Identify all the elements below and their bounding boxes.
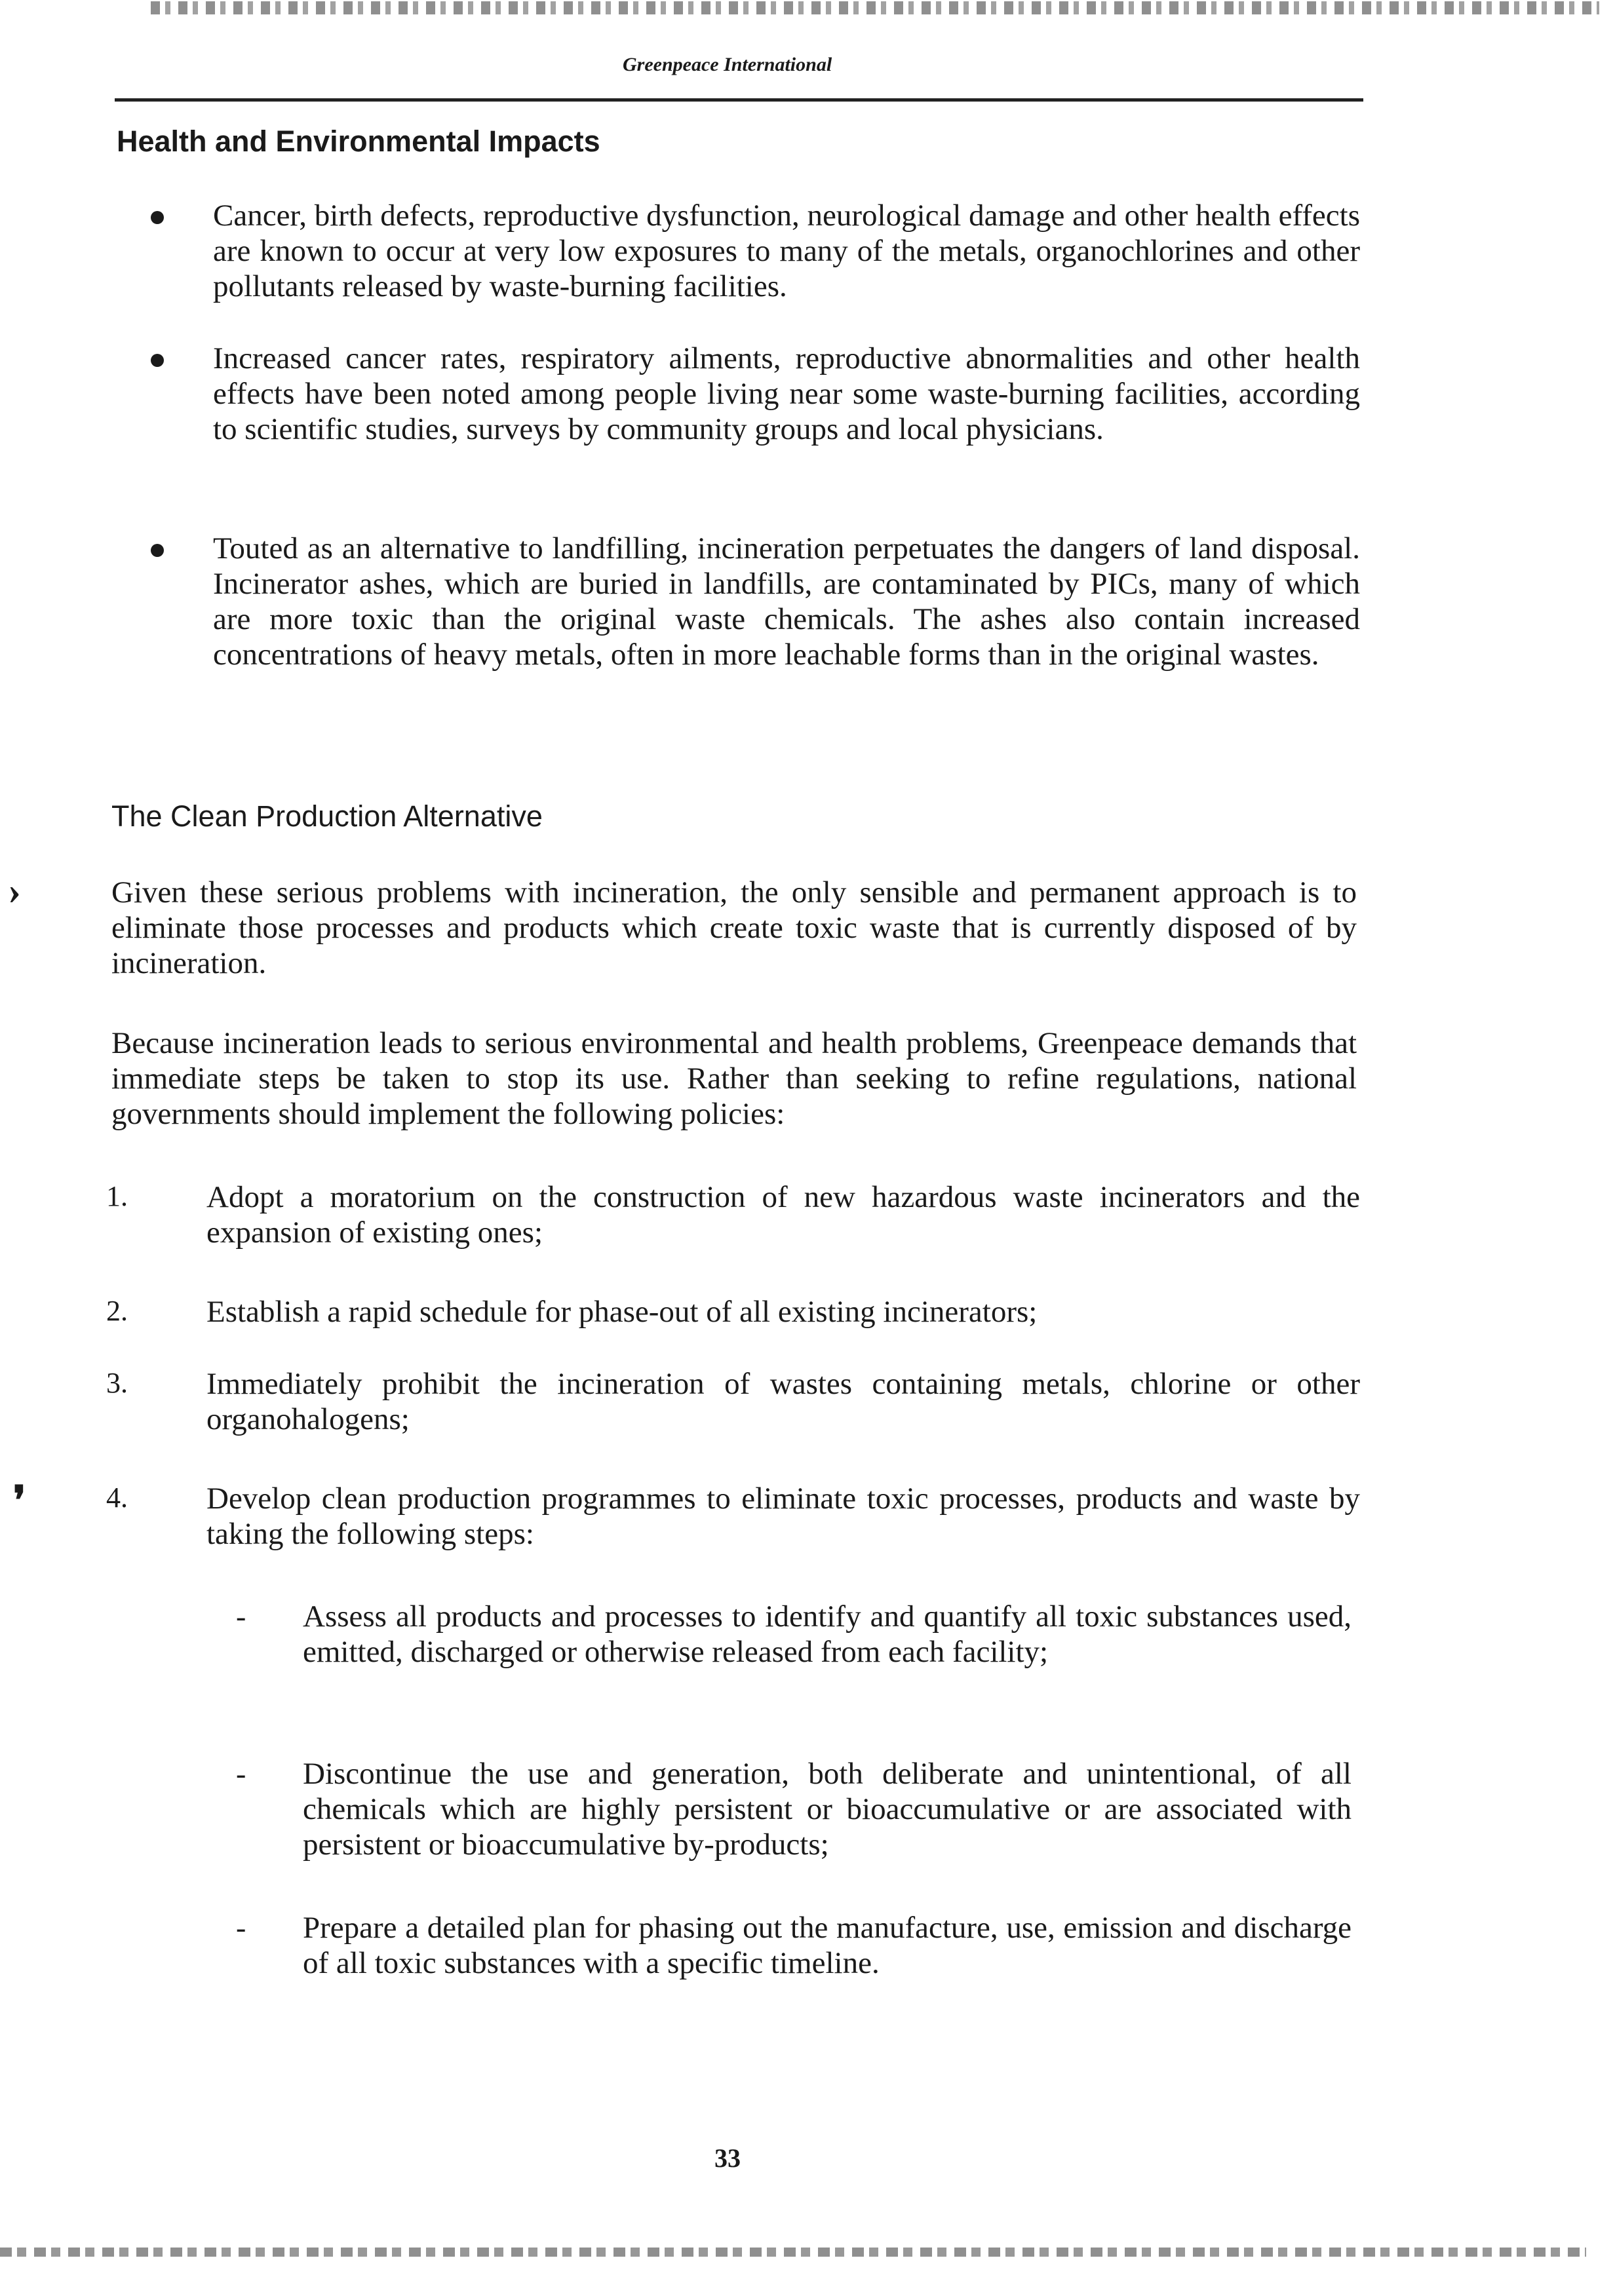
bullet-icon (151, 211, 164, 224)
policy-item: Adopt a moratorium on the construction of new hazardous waste incinerators and the expansion of existing ones; (206, 1180, 1360, 1250)
paragraph: Because incineration leads to serious environmental and health problems, Greenpeace demands that immediate steps be taken to stop its use. Rather than seeking to refine regulations, national governments should implement the following policies: (111, 1026, 1357, 1131)
section-heading-clean-production: The Clean Production Alternative (111, 799, 543, 833)
scan-noise-bottom (0, 2248, 1586, 2257)
list-dash: - (236, 1599, 246, 1633)
scan-noise-top (151, 1, 1599, 14)
policy-item: Immediately prohibit the incineration of wastes containing metals, chlorine or other organohalogens; (206, 1367, 1360, 1436)
bullet-item: Increased cancer rates, respiratory ailments, reproductive abnormalities and other health effects have been noted among people living near some waste-burning facilities, according to scientific studies, surveys by community groups and local physicians. (213, 341, 1360, 446)
step-item: Prepare a detailed plan for phasing out the manufacture, use, emission and discharge of all toxic substances with a specific timeline. (303, 1911, 1352, 1980)
bullet-icon (151, 544, 164, 557)
header-rule (115, 98, 1363, 102)
bullet-item: Touted as an alternative to landfilling, incineration perpetuates the dangers of land disposal. Incinerator ashes, which are buried in landfills, are contaminated by PICs, many of which are more toxic than the original waste chemicals. The ashes also contain increased concentrations of heavy metals, often in more leachable forms than in the original wastes. (213, 531, 1360, 672)
list-number: 2. (106, 1295, 128, 1327)
step-item: Discontinue the use and generation, both deliberate and unintentional, of all chemicals which are highly persistent or bioaccumulative or are associated with persistent or bioaccumulative by-products; (303, 1757, 1352, 1862)
policy-item: Establish a rapid schedule for phase-out of all existing incinerators; (206, 1295, 1038, 1329)
list-number: 4. (106, 1482, 128, 1514)
page-number: 33 (714, 2143, 741, 2173)
running-header: Greenpeace International (623, 54, 832, 75)
list-dash: - (236, 1757, 246, 1790)
list-number: 3. (106, 1367, 128, 1399)
bullet-item: Cancer, birth defects, reproductive dysfunction, neurological damage and other health effects are known to occur at very low exposures to many of the metals, organochlorines and other pollutants released by waste-burning facilities. (213, 199, 1360, 303)
section-heading-health: Health and Environmental Impacts (117, 124, 600, 158)
policy-item: Develop clean production programmes to eliminate toxic processes, products and waste by taking the following steps: (206, 1482, 1360, 1551)
list-dash: - (236, 1911, 246, 1944)
margin-mark: › (8, 869, 21, 912)
bullet-icon (151, 354, 164, 367)
paragraph: Given these serious problems with incineration, the only sensible and permanent approach is to eliminate those processes and products which create toxic waste that is currently disposed of by incineration. (111, 875, 1357, 980)
margin-mark: ❜ (13, 1479, 26, 1522)
list-number: 1. (106, 1180, 128, 1212)
step-item: Assess all products and processes to identify and quantify all toxic substances used, emitted, discharged or otherwise released from each facility; (303, 1599, 1352, 1669)
